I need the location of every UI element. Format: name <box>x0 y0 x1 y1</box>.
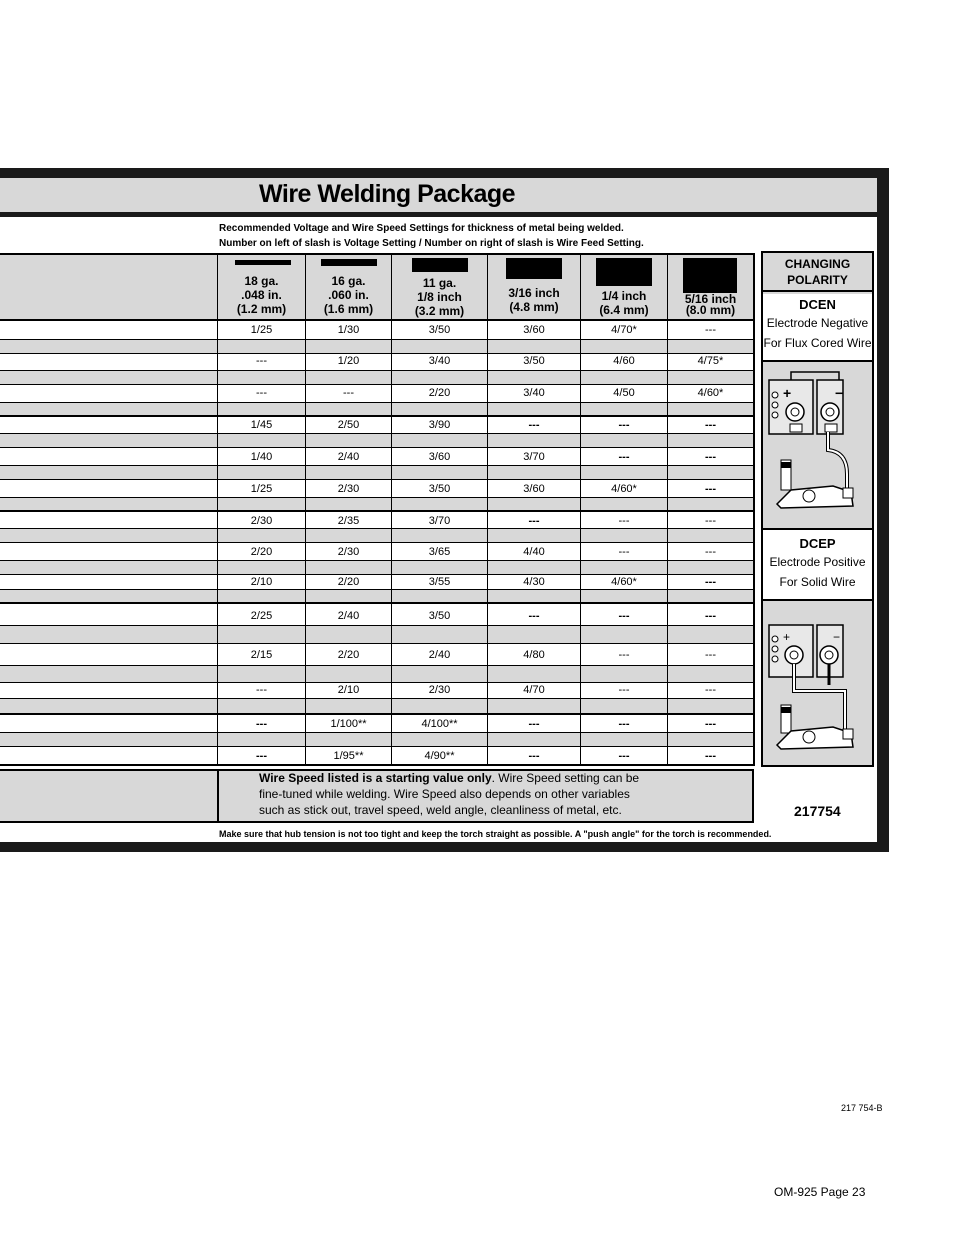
table-row <box>0 353 753 370</box>
table-cell: --- <box>528 610 540 622</box>
svg-text:−: − <box>835 385 844 401</box>
table-spacer-row <box>0 497 753 511</box>
table-cell: --- <box>343 387 354 399</box>
table-spacer-row <box>0 370 753 384</box>
svg-text:+: + <box>783 385 792 401</box>
col-header-line: (8.0 mm) <box>685 303 736 317</box>
table-cell: 2/30 <box>337 483 360 495</box>
note-text: . Wire Speed setting can be <box>491 771 640 785</box>
table-cell: --- <box>705 451 716 463</box>
chart-title: Wire Welding Package <box>259 180 516 208</box>
panel-divider <box>763 528 872 530</box>
table-cell: 4/75* <box>697 355 724 367</box>
table-cell: 1/25 <box>250 324 273 336</box>
table-cell: --- <box>618 718 630 730</box>
table-cell: 1/100** <box>330 718 367 730</box>
col-header-line: 18 ga. <box>244 274 279 288</box>
table-spacer-row <box>0 560 753 574</box>
table-cell: 3/55 <box>428 576 451 588</box>
note-line-3: such as stick out, travel speed, weld angle, cleanliness of metal, etc. <box>259 803 622 817</box>
table-cell: --- <box>618 546 630 558</box>
table-cell: 3/60 <box>523 483 545 495</box>
table-cell: --- <box>705 515 716 527</box>
table-cell: --- <box>256 387 267 399</box>
table-row <box>0 479 753 497</box>
table-row <box>0 447 753 465</box>
table-cell: --- <box>705 649 716 661</box>
dcep-title: DCEP <box>799 536 836 551</box>
column-divider <box>487 319 488 765</box>
table-cell: 2/35 <box>337 515 360 527</box>
table-bottom-border <box>0 764 755 766</box>
table-cell: --- <box>256 718 267 730</box>
page-number: OM-925 Page 23 <box>774 1185 866 1199</box>
dcen-line-1: Electrode Negative <box>766 316 869 330</box>
table-cell: 3/50 <box>428 324 451 336</box>
table-cell: --- <box>618 451 630 463</box>
col-header-line: (3.2 mm) <box>414 304 465 318</box>
polarity-heading <box>763 253 872 294</box>
table-cell: --- <box>618 515 630 527</box>
table-cell: --- <box>618 684 630 696</box>
table-cell: 3/50 <box>523 355 545 367</box>
polarity-panel <box>761 251 874 767</box>
settings-table <box>0 319 753 765</box>
table-cell: 2/40 <box>428 649 451 661</box>
table-cell: 2/30 <box>428 684 451 696</box>
table-cell: 4/60* <box>611 576 637 588</box>
table-cell: 4/100** <box>421 718 458 730</box>
table-cell: 2/40 <box>337 451 360 463</box>
table-row <box>0 510 753 529</box>
table-cell: --- <box>528 419 540 431</box>
dcen-terminal-diagram <box>763 362 872 528</box>
column-divider <box>217 319 218 765</box>
table-cell: 3/40 <box>428 355 451 367</box>
table-cell: --- <box>705 324 716 336</box>
table-cell: 1/20 <box>337 355 360 367</box>
table-cell: 4/80 <box>523 649 545 661</box>
table-cell: 4/60* <box>611 483 637 495</box>
column-divider <box>305 319 306 765</box>
note-line-2: fine-tuned while welding. Wire Speed also depends on other variables <box>259 787 630 801</box>
col-header-line: 3/16 inch <box>508 286 560 300</box>
table-spacer-row <box>0 732 753 746</box>
table-cell: 2/15 <box>250 649 273 661</box>
table-cell: 3/60 <box>523 324 545 336</box>
table-row <box>0 602 753 626</box>
table-cell: 3/90 <box>428 419 451 431</box>
table-cell: 1/25 <box>250 483 273 495</box>
dcen-section <box>763 297 872 353</box>
table-row <box>0 542 753 560</box>
col-header-line: (1.2 mm) <box>236 302 287 316</box>
table-cell: 2/25 <box>250 610 273 622</box>
table-cell: 2/20 <box>428 387 451 399</box>
table-cell: --- <box>705 546 716 558</box>
table-cell: 4/90** <box>424 750 455 762</box>
table-cell: 2/40 <box>337 610 360 622</box>
table-cell: 3/50 <box>428 483 451 495</box>
part-number: 217754 <box>794 803 841 819</box>
table-cell: --- <box>705 718 716 730</box>
table-cell: 4/60 <box>613 355 635 367</box>
col-header-line: 11 ga. <box>422 276 457 290</box>
table-cell: 2/30 <box>250 515 273 527</box>
table-row <box>0 682 753 698</box>
table-cell: 3/40 <box>523 387 545 399</box>
table-cell: --- <box>705 576 716 588</box>
table-cell: 2/20 <box>337 576 360 588</box>
table-row <box>0 415 753 434</box>
table-cell: 1/45 <box>250 419 273 431</box>
table-cell: --- <box>256 750 267 762</box>
table-cell: --- <box>528 515 540 527</box>
table-cell: 4/70* <box>611 324 637 336</box>
table-cell: --- <box>256 684 267 696</box>
table-cell: --- <box>618 610 630 622</box>
table-row <box>0 746 753 765</box>
dcep-section <box>763 536 872 592</box>
col-header-line: (6.4 mm) <box>599 303 649 317</box>
table-cell: 4/40 <box>523 546 545 558</box>
column-divider <box>580 319 581 765</box>
table-spacer-row <box>0 339 753 353</box>
table-cell: 3/60 <box>428 451 451 463</box>
table-cell: 2/20 <box>337 649 360 661</box>
table-cell: --- <box>618 649 630 661</box>
dcep-terminal-diagram <box>763 601 872 765</box>
table-spacer-row <box>0 528 753 542</box>
dcen-title: DCEN <box>799 297 836 312</box>
col-header-line: .048 in. <box>241 288 282 302</box>
table-cell: 3/70 <box>428 515 451 527</box>
table-cell: --- <box>705 750 716 762</box>
table-cell: --- <box>705 419 716 431</box>
table-spacer-row <box>0 589 753 603</box>
table-cell: 2/30 <box>337 546 360 558</box>
table-cell: --- <box>705 483 716 495</box>
column-divider <box>391 319 392 765</box>
table-spacer-row <box>0 465 753 479</box>
table-cell: 2/50 <box>337 419 360 431</box>
table-row <box>0 384 753 402</box>
table-cell: 1/30 <box>337 324 360 336</box>
note-divider <box>217 769 219 822</box>
column-divider <box>667 319 668 765</box>
table-cell: 4/70 <box>523 684 545 696</box>
col-header-line: 5/16 inch <box>684 292 737 306</box>
polarity-heading-line: POLARITY <box>787 273 848 287</box>
table-cell: --- <box>256 355 267 367</box>
table-spacer-row <box>0 625 753 643</box>
col-header-line: .060 in. <box>328 288 369 302</box>
table-cell: 3/65 <box>428 546 451 558</box>
table-cell: --- <box>618 750 630 762</box>
table-cell: --- <box>705 684 716 696</box>
table-cell: --- <box>705 610 716 622</box>
table-row <box>0 643 753 665</box>
svg-text:−: − <box>833 630 841 644</box>
diagram-code: 217 754-B <box>841 1103 883 1113</box>
table-cell: 3/50 <box>428 610 451 622</box>
table-cell: --- <box>528 718 540 730</box>
note-emphasis: Wire Speed listed is a starting value only <box>259 771 492 785</box>
dcep-line-1: Electrode Positive <box>769 555 866 569</box>
intro-line-2: Number on left of slash is Voltage Setting / Number on right of slash is Wire Feed Setting. <box>219 238 644 249</box>
dcen-line-2: For Flux Cored Wire <box>763 336 872 350</box>
table-cell: 2/10 <box>337 684 360 696</box>
intro-line-1: Recommended Voltage and Wire Speed Settings for thickness of metal being welded. <box>219 223 624 234</box>
table-spacer-row <box>0 698 753 714</box>
table-cell: --- <box>528 750 540 762</box>
table-cell: 3/70 <box>523 451 545 463</box>
svg-text:+: + <box>783 630 791 644</box>
col-header-line: 16 ga. <box>331 274 366 288</box>
table-spacer-row <box>0 402 753 416</box>
col-header-line: 1/4 inch <box>601 289 647 303</box>
note-line-1 <box>259 771 639 785</box>
table-spacer-row <box>0 433 753 447</box>
polarity-heading-line: CHANGING <box>784 257 851 271</box>
dcep-line-2: For Solid Wire <box>779 575 856 589</box>
table-right-border <box>753 253 755 765</box>
table-cell: 1/95** <box>333 750 364 762</box>
table-cell: 2/10 <box>250 576 273 588</box>
table-cell: 4/60* <box>697 387 724 399</box>
col-header-line: (1.6 mm) <box>323 302 374 316</box>
table-row <box>0 319 753 340</box>
table-cell: 4/30 <box>523 576 545 588</box>
table-cell: --- <box>618 419 630 431</box>
table-row <box>0 574 753 589</box>
table-spacer-row <box>0 665 753 682</box>
col-header-line: 1/8 inch <box>417 290 462 304</box>
table-cell: 4/50 <box>613 387 635 399</box>
table-row <box>0 713 753 733</box>
table-cell: 2/20 <box>250 546 273 558</box>
hub-tension-note: Make sure that hub tension is not too tight and keep the torch straight as possible. A "push angle" for the torch is recommended. <box>219 829 772 839</box>
table-cell: 1/40 <box>250 451 273 463</box>
col-header-line: (4.8 mm) <box>509 300 559 314</box>
panel-divider <box>763 290 872 292</box>
